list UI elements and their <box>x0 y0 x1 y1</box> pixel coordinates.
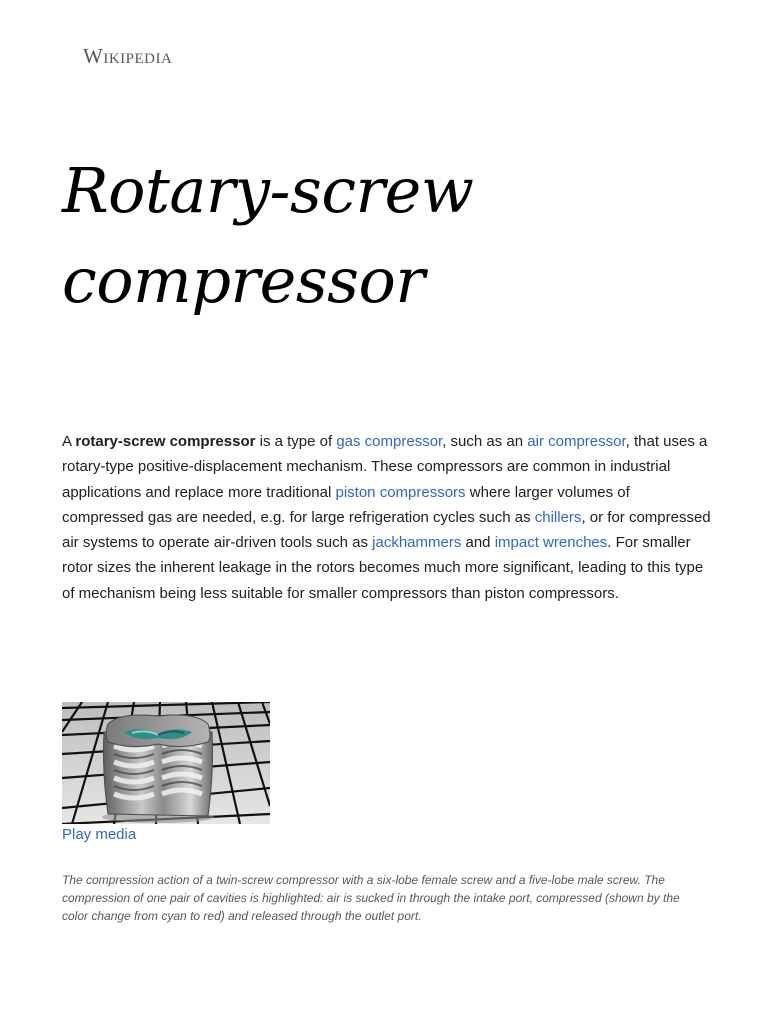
link-jackhammers[interactable]: jackhammers <box>372 534 462 552</box>
lead-text: is a type of <box>255 433 337 450</box>
lead-text: , that uses a rotary-type positive-displacement mechanism. These compressors are common in industrial applications and replace more traditional <box>62 433 708 501</box>
link-gas-compressor[interactable]: gas compressor <box>336 433 443 450</box>
link-piston-compressors[interactable]: piston compressors <box>335 483 466 501</box>
link-chillers[interactable]: chillers <box>534 508 582 526</box>
compressor-render-image <box>62 702 270 824</box>
lead-text: , such as an <box>442 433 528 450</box>
lead-text: . For smaller rotor sizes the inherent leakage in the rotors becomes much more significant, leading to this type of mechanism being less suitable for smaller compressors than piston compressors. <box>62 534 704 602</box>
page-title: Rotary-screw compressor <box>62 154 474 317</box>
wikipedia-logo[interactable]: Wikipedia <box>83 44 173 68</box>
lead-text: A <box>62 433 76 450</box>
lead-bold-term: rotary-screw compressor <box>75 433 256 450</box>
compressor-animation-thumbnail[interactable] <box>62 702 270 824</box>
play-media-link[interactable]: Play media <box>62 826 137 843</box>
link-impact-wrenches[interactable]: impact wrenches <box>494 534 608 552</box>
lead-text: and <box>461 534 495 552</box>
lead-paragraph <box>62 429 712 606</box>
lead-text: where larger volumes of compressed gas are needed, e.g. for large refrigeration cycles such as <box>62 483 630 526</box>
link-air-compressor[interactable]: air compressor <box>527 433 626 450</box>
media-caption: The compression action of a twin-screw compressor with a six-lobe female screw and a five-lobe male screw. The compression of one pair of cavities is highlighted: air is sucked in through the intake port, compressed (shown by the color change from cyan to red) and released through the outlet port. <box>62 873 680 923</box>
lead-text: , or for compressed air systems to operate air-driven tools such as <box>62 508 711 552</box>
